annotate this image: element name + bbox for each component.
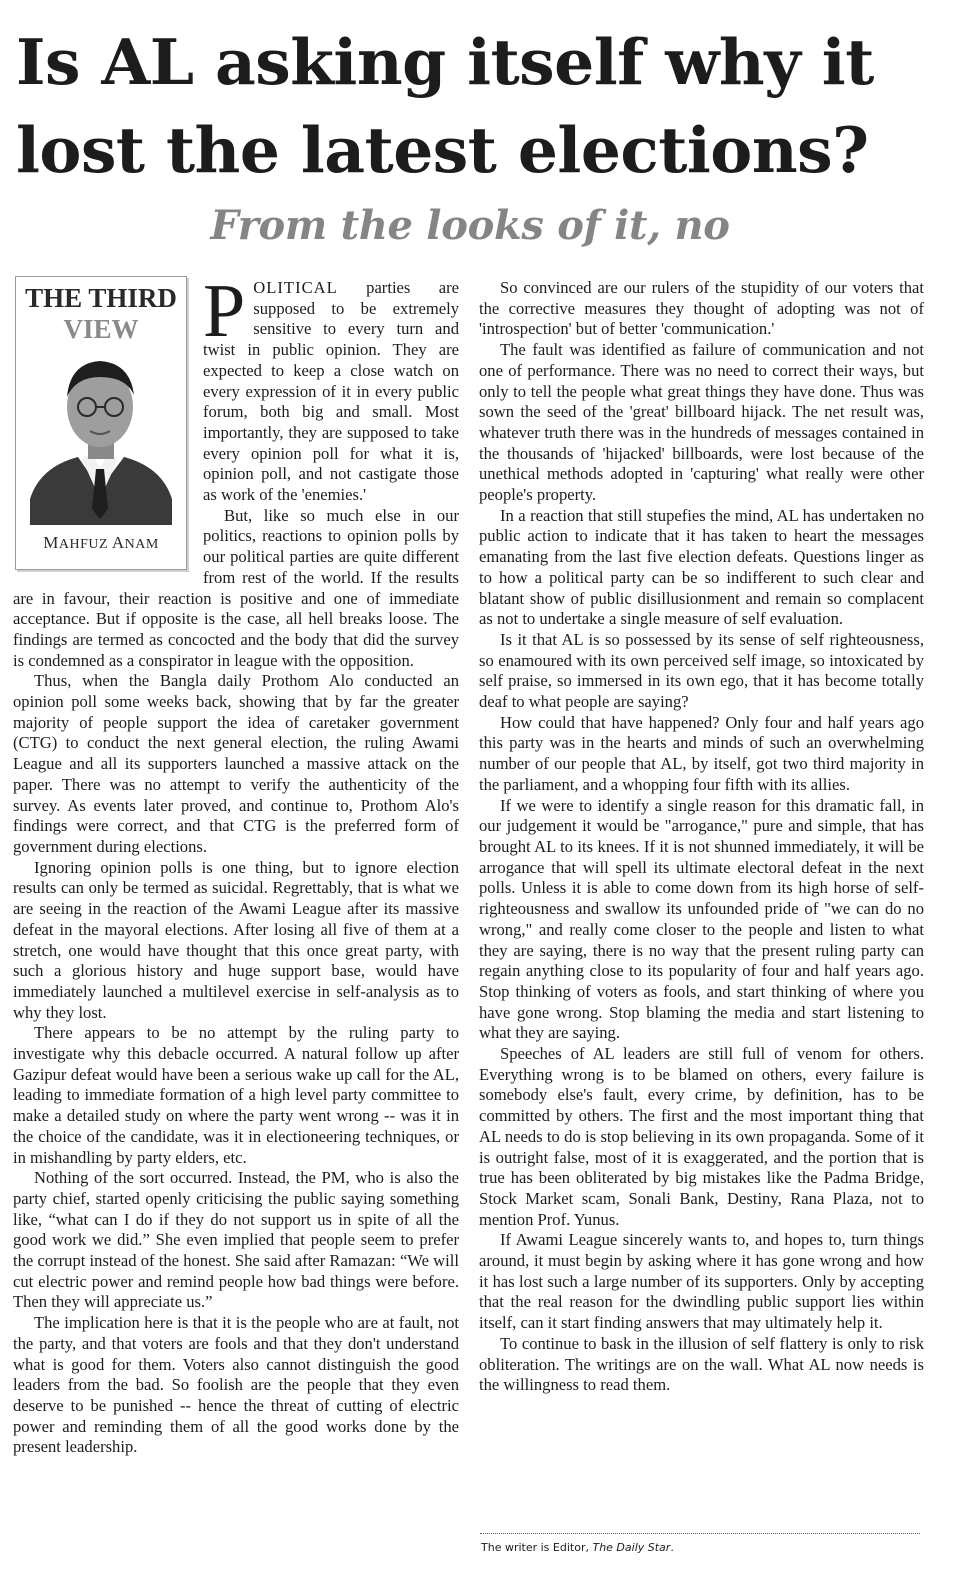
paragraph-left-4: There appears to be no attempt by the ruling party to investigate why this debacle occurred. A natural follow up after Gazipur defeat would have been a serious wake up call for the AL, leading to immediate formation of a high level party committee to make a detailed study on where the party went wrong -- was it in the choice of the candidate, was it in electioneering techniques, or in mishandling by party elders, etc. bbox=[13, 1023, 459, 1167]
subheadline: From the looks of it, no bbox=[210, 202, 730, 249]
headline: Is AL asking itself why it lost the latest elections? bbox=[16, 25, 874, 187]
column-series-title-line1: THE THIRD bbox=[25, 283, 177, 313]
paragraph-right-2: The fault was identified as failure of communication and not one of performance. There was no need to correct their ways, but only to tell the people what great things they have done. Thus was sown the seed of the 'great' billboard hijack. The net result was, whatever truth there was in the hundreds of messages contained in the thousands of 'hijacked' billboards, were lost because of the unethical methods adopted in 'capturing' what really were other people's property. bbox=[479, 340, 924, 505]
paragraph-right-7: Speeches of AL leaders are still full of venom for others. Everything wrong is to be blamed on others, every failure is somebody else's fault, every crime, by definition, has to be committed by others. The first and the most important thing that AL needs to do is stop believing in its own propaganda. Some of it is outright false, most of it is exaggerated, and the portion that is true has been obliterated by big mistakes like the Padma Bridge, Stock Market scam, Sonali Bank, Destiny, Rana Plaza, not to mention Prof. Yunus. bbox=[479, 1044, 924, 1229]
paragraph-right-8: If Awami League sincerely wants to, and hopes to, turn things around, it must begin by asking where it has gone wrong and how it has lost such a large number of its supporters. Only by accepting that the real reason for the dwindling public support lies within itself, can it start finding answers that may ultimately help it. bbox=[479, 1230, 924, 1333]
article-column-left bbox=[13, 269, 459, 1458]
paragraph-left-2: Thus, when the Bangla daily Prothom Alo conducted an opinion poll some weeks back, showing that by far the greater majority of people support the idea of caretaker government (CTG) to conduct the next general election, the ruling Awami League and all its supporters launched a massive attack on the paper. There was no attempt to verify the authenticity of the survey. As events later proved, and continue to, Prothom Alo's findings were correct, and that CTG is the preferred form of government during elections. bbox=[13, 671, 459, 856]
paragraph-right-5: How could that have happened? Only four and half years ago this party was in the hearts and minds of such an overwhelming number of our people that AL, by itself, got two third majority in the parliament, and a whopping four fifth with its allies. bbox=[479, 712, 924, 794]
author-footnote: The writer is Editor, The Daily Star. bbox=[481, 1541, 674, 1554]
paragraph-right-4: Is it that AL is so possessed by its sense of self righteousness, so enamoured with its own perceived self image, so intoxicated by self praise, so immersed in its own ego, that it has become totally deaf to what people are saying? bbox=[479, 629, 924, 712]
footnote-divider bbox=[480, 1533, 920, 1534]
columnist-box-spacer bbox=[13, 278, 203, 584]
paragraph-left-1: But, like so much else in our politics, reactions to opinion polls by our political parties are quite different from rest of the world. If the results are in favour, their reaction is positive and one of immediate acceptance. But if opposite is the case, all hell breaks loose. The findings are termed as concocted and the body that did the survey is condemned as a conspirator in league with the opposition. bbox=[13, 505, 459, 670]
drop-cap: P bbox=[203, 269, 246, 353]
top-rule-fragment bbox=[360, 0, 560, 7]
article-column-right bbox=[479, 278, 924, 1396]
paragraph-right-9: To continue to bask in the illusion of self flattery is only to risk obliteration. The writings are on the wall. What AL now needs is the willingness to read them. bbox=[479, 1333, 924, 1395]
paragraph-left-3: Ignoring opinion polls is one thing, but to ignore election results can only be termed as suicidal. Regrettably, that is what we are seeing in the reaction of the Awami League after its massive defeat in the mayoral elections. After losing all five of them at a stretch, one would have thought that this once great party, with such a glorious history and huge support base, would have immediately launched a multilevel exercise in self-analysis as to why they lost. bbox=[13, 857, 459, 1022]
paragraph-left-5: Nothing of the sort occurred. Instead, the PM, who is also the party chief, started openly criticising the public saying something like, “what can I do if they do not support us in spite of all the good work we did.” She even implied that people seem to prefer the corrupt instead of the honest. She said after Ramazan: “We will cut electric power and remind people how bad things were before. Then they will appreciate us.” bbox=[13, 1168, 459, 1312]
columnist-name: MAHFUZ ANAM bbox=[43, 533, 159, 552]
paragraph-left-6: The implication here is that it is the people who are at fault, not the party, and that voters are fools and that they don't understand what is good for them. Voters also cannot distinguish the good leaders from the bad. So foolish are the people that they even deserve to be punished -- hence the threat of cutting of electric power and reminding them of all the good works done by the present leadership. bbox=[13, 1313, 459, 1457]
column-series-title-line2: VIEW bbox=[63, 314, 139, 344]
paragraph-right-6: If we were to identify a single reason for this dramatic fall, in our judgement it would be "arrogance," pure and simple, that has brought AL to its knees. If it is not shunned immediately, it will be arrogance that will spell its ultimate electoral defeat in the next polls. Unless it is able to come down from its high horse of self-righteousness and swallow its unfounded pride of "we can do no wrong," and really come closer to the people and listen to what they are saying, there is no way that the present ruling party can regain anything close to its popularity of four and half years ago. Stop thinking of voters as fools, and start thinking of where you have gone wrong. Stop blaming the media and start listening to what they are saying. bbox=[479, 795, 924, 1043]
paragraph-right-1: So convinced are our rulers of the stupidity of our voters that the corrective measures they thought of adopting was not of 'introspection' but of better 'communication.' bbox=[479, 278, 924, 339]
lead-paragraph: POLITICAL parties are supposed to be extremely sensitive to every turn and twist in public opinion. They are expected to keep a close watch on every expression of it in every public forum, both big and small. Most importantly, they are supposed to take every opinion poll for what it is, opinion poll, and not castigate those as work of the 'enemies.' bbox=[203, 269, 459, 505]
paragraph-right-3: In a reaction that still stupefies the mind, AL has undertaken no public action to indicate that it has taken to heart the messages emanating from the last five election defeats. Questions linger as to how a political party can be so indifferent to such clear and blatant show of public disillusionment and remain so complacent as not to undertake a single measure of self evaluation. bbox=[479, 505, 924, 629]
